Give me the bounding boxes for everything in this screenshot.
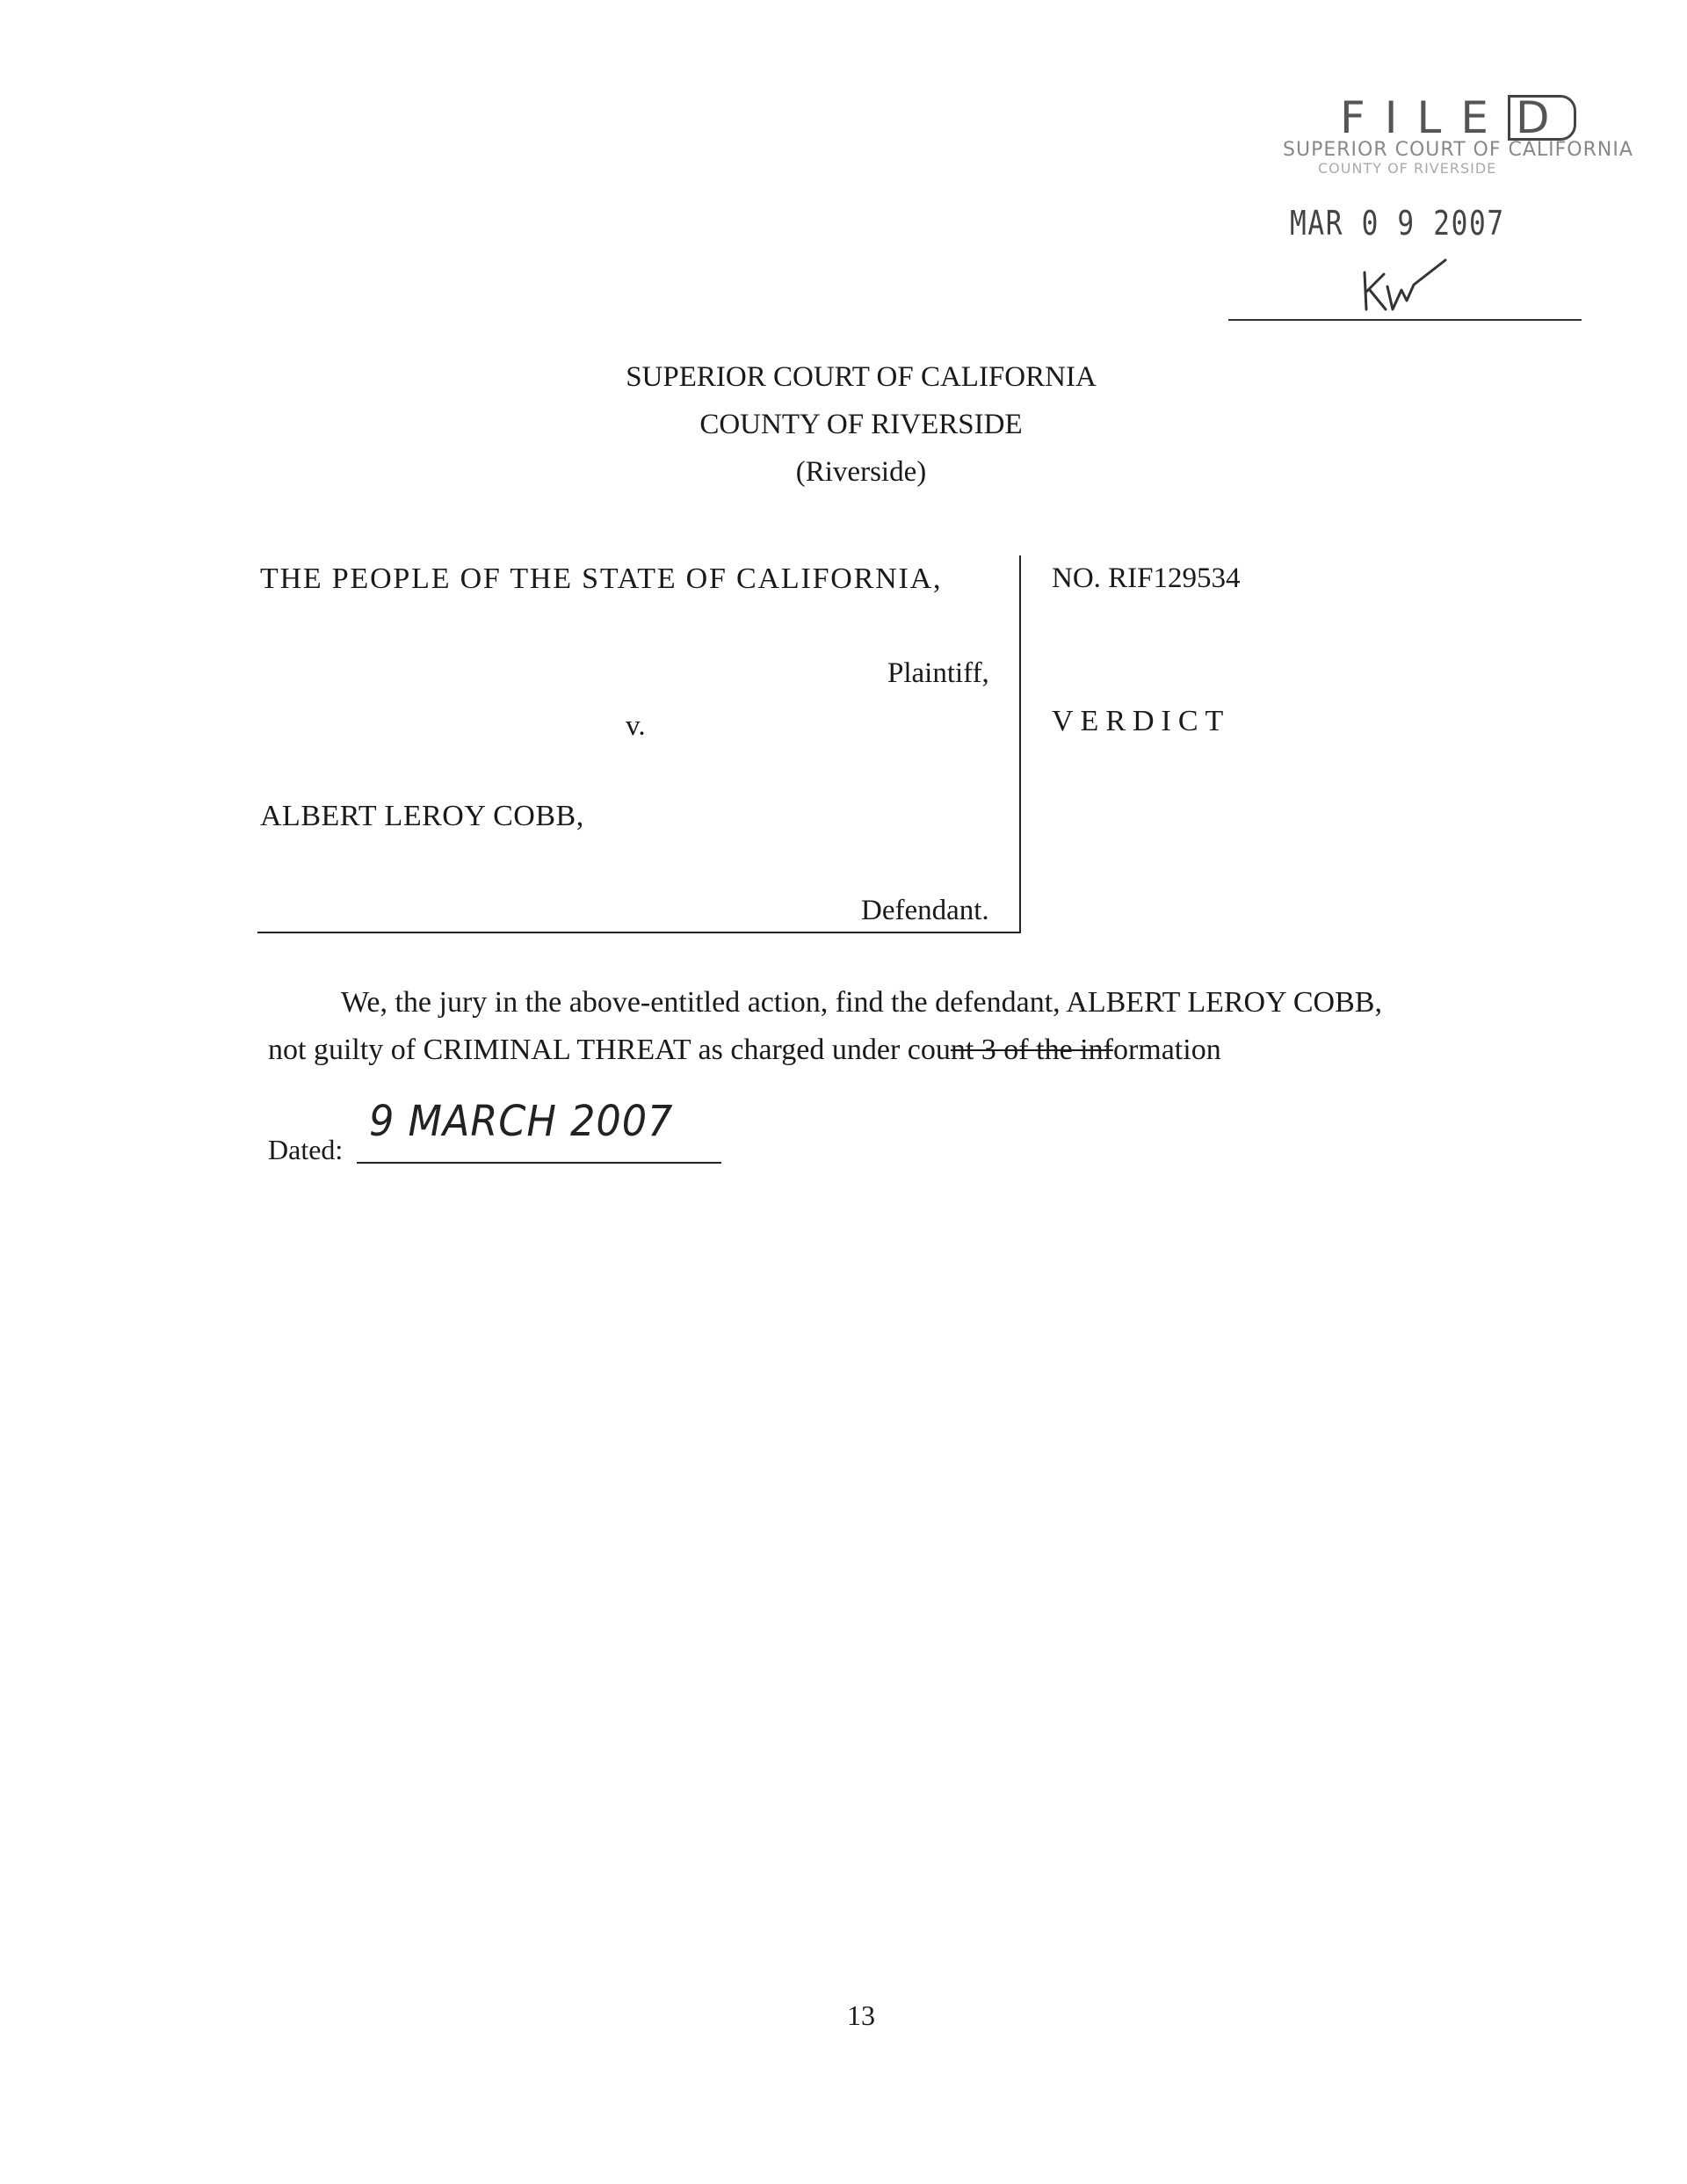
court-header [0,353,1687,496]
dated-label: Dated: [268,1134,344,1165]
verdict-text-start: not guilty of CRIMINAL THREAT as charged under cou [268,1034,951,1066]
filed-stamp-d: D [1508,95,1577,141]
caption-divider [1019,555,1021,933]
court-county: COUNTY OF RIVERSIDE [699,409,1023,440]
court-name: SUPERIOR COURT OF CALIFORNIA [626,361,1097,393]
stamp-court-name: SUPERIOR COURT OF CALIFORNIA [1283,139,1633,161]
handwritten-date: 9 MARCH 2007 [369,1097,674,1146]
plaintiff-name: THE PEOPLE OF THE STATE OF CALIFORNIA, [260,562,943,595]
stamp-date: MAR 0 9 2007 [1290,204,1505,243]
defendant-name: ALBERT LEROY COBB, [260,800,584,832]
caption-underline [257,932,1021,933]
verdict-text-end: ormation [1112,1034,1221,1066]
filed-stamp-prefix: FIL [1340,92,1461,143]
clerk-initials-signature [1358,255,1454,323]
defendant-label: Defendant. [861,895,989,926]
filed-stamp [1340,92,1576,143]
court-location: (Riverside) [795,456,927,488]
document-title: VERDICT [1052,705,1231,737]
verdict-text-line-1: We, the jury in the above-entitled action, find the defendant, ALBERT LEROY COBB, [341,986,1382,1019]
verdict-struck-text: nt 3 of the inf [950,1034,1113,1066]
verdict-text-line-2 [268,1034,1221,1067]
stamp-signature-line [1228,319,1582,321]
filed-stamp-e: E [1460,92,1508,143]
case-number: NO. RIF129534 [1052,562,1241,594]
versus-label: v. [626,710,646,742]
plaintiff-label: Plaintiff, [887,657,989,689]
stamp-county-name: COUNTY OF RIVERSIDE [1318,160,1497,177]
page-number: 13 [847,1999,875,2031]
